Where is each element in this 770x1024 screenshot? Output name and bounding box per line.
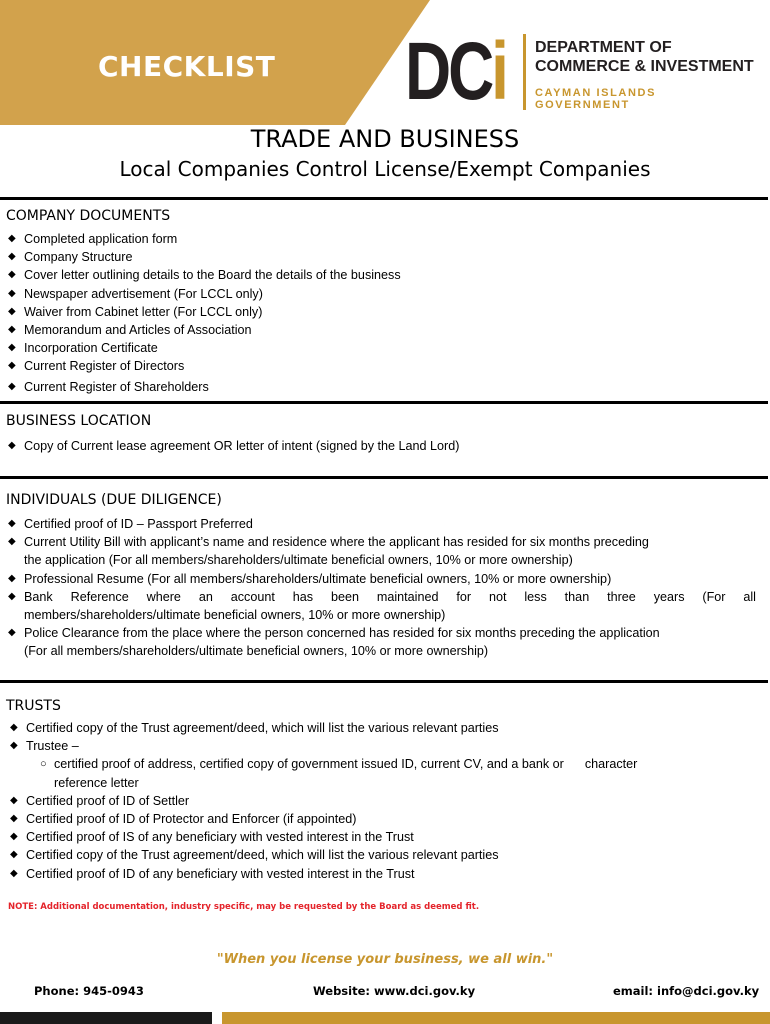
individuals-list — [8, 515, 756, 661]
list-item: ◆ Copy of Current lease agreement OR letter of intent (signed by the Land Lord) — [8, 439, 460, 453]
org-line3: CAYMAN ISLANDS GOVERNMENT — [535, 87, 657, 111]
list-item: ◆ Bank Reference where an account has been maintained for not less than three years (For all — [8, 589, 756, 604]
sub-list-item-continuation: reference letter — [54, 775, 139, 790]
business-location-list — [8, 437, 758, 455]
list-item: ◆ Police Clearance from the place where the person concerned has resided for six months preceding the application — [8, 626, 660, 641]
divider-rule — [0, 680, 768, 683]
section-heading-trusts: TRUSTS — [6, 698, 61, 714]
trusts-list — [10, 719, 758, 883]
org-line2: COMMERCE & INVESTMENT — [535, 58, 754, 75]
logo-i-letter: i — [491, 26, 506, 117]
divider-rule — [0, 197, 768, 200]
section-heading-company-documents: COMPANY DOCUMENTS — [6, 208, 171, 224]
section-heading-business-location: BUSINESS LOCATION — [6, 413, 152, 429]
list-item-continuation: the application (For all members/shareholders/ultimate beneficial owners, 10% or more ownership) — [24, 553, 573, 568]
banner-title: CHECKLIST — [98, 50, 276, 83]
list-item: ◆ Current Register of Shareholders — [8, 379, 209, 394]
list-item-continuation: (For all members/shareholders/ultimate beneficial owners, 10% or more ownership) — [24, 644, 489, 659]
section-heading-individuals: INDIVIDUALS (DUE DILIGENCE) — [6, 492, 222, 508]
divider-rule — [0, 401, 768, 404]
list-item-continuation: members/shareholders/ultimate beneficial owners, 10% or more ownership) — [24, 608, 446, 623]
page-title: TRADE AND BUSINESS — [250, 125, 520, 153]
list-item: ◆ Waiver from Cabinet letter (For LCCL only) — [8, 304, 263, 319]
list-item: ◆ Certified proof of ID of any beneficiary with vested interest in the Trust — [10, 866, 415, 881]
sub-list-item: ○ certified proof of address, certified copy of government issued ID, current CV, and a bank or character — [40, 757, 638, 772]
footer-phone: Phone: 945-0943 — [34, 984, 144, 998]
dci-logo — [405, 26, 755, 117]
list-item: ◆ Certified proof of ID of Settler — [10, 793, 190, 808]
org-name — [535, 38, 754, 76]
page-subtitle: Local Companies Control License/Exempt Companies — [119, 157, 651, 181]
org-line1: DEPARTMENT OF — [535, 39, 672, 56]
list-item: ◆ Certified proof of IS of any beneficiary with vested interest in the Trust — [10, 830, 414, 845]
divider-rule — [0, 476, 768, 479]
list-item: ◆ Incorporation Certificate — [8, 341, 158, 356]
list-item: ◆ Newspaper advertisement (For LCCL only) — [8, 286, 263, 301]
board-note: NOTE: Additional documentation, industry specific, may be requested by the Board as deemed fit. — [8, 902, 480, 912]
logo-divider — [523, 34, 526, 110]
list-item: ◆ Company Structure — [8, 250, 133, 265]
slogan: "When you license your business, we all win." — [216, 952, 554, 967]
footer-bar-gold — [222, 1012, 770, 1024]
footer-email[interactable]: email: info@dci.gov.ky — [613, 984, 760, 998]
footer-website[interactable]: Website: www.dci.gov.ky — [313, 984, 476, 998]
list-item: ◆ Current Register of Directors — [8, 359, 185, 374]
list-item: ◆ Current Utility Bill with applicant’s name and residence where the applicant has resided for six months preceding — [8, 535, 649, 550]
list-item: ◆ Certified proof of ID – Passport Preferred — [8, 517, 253, 531]
list-item: ◆ Certified copy of the Trust agreement/deed, which will list the various relevant parties — [10, 848, 499, 863]
company-documents-list — [8, 230, 758, 396]
list-item: ◆ Professional Resume (For all members/shareholders/ultimate beneficial owners, 10% or more ownership) — [8, 571, 612, 586]
list-item: ◆ Certified copy of the Trust agreement/deed, which will list the various relevant parties — [10, 721, 499, 735]
footer-bar-dark — [0, 1012, 212, 1024]
list-item: ◆ Cover letter outlining details to the Board the details of the business — [8, 268, 401, 283]
list-item: ◆ Certified proof of ID of Protector and Enforcer (if appointed) — [10, 812, 357, 827]
list-item: ◆ Trustee – — [10, 739, 79, 754]
list-item: ◆ Memorandum and Articles of Association — [8, 323, 252, 338]
dci-logo-mark: DCi — [405, 26, 506, 117]
list-item: ◆ Completed application form — [8, 232, 178, 246]
